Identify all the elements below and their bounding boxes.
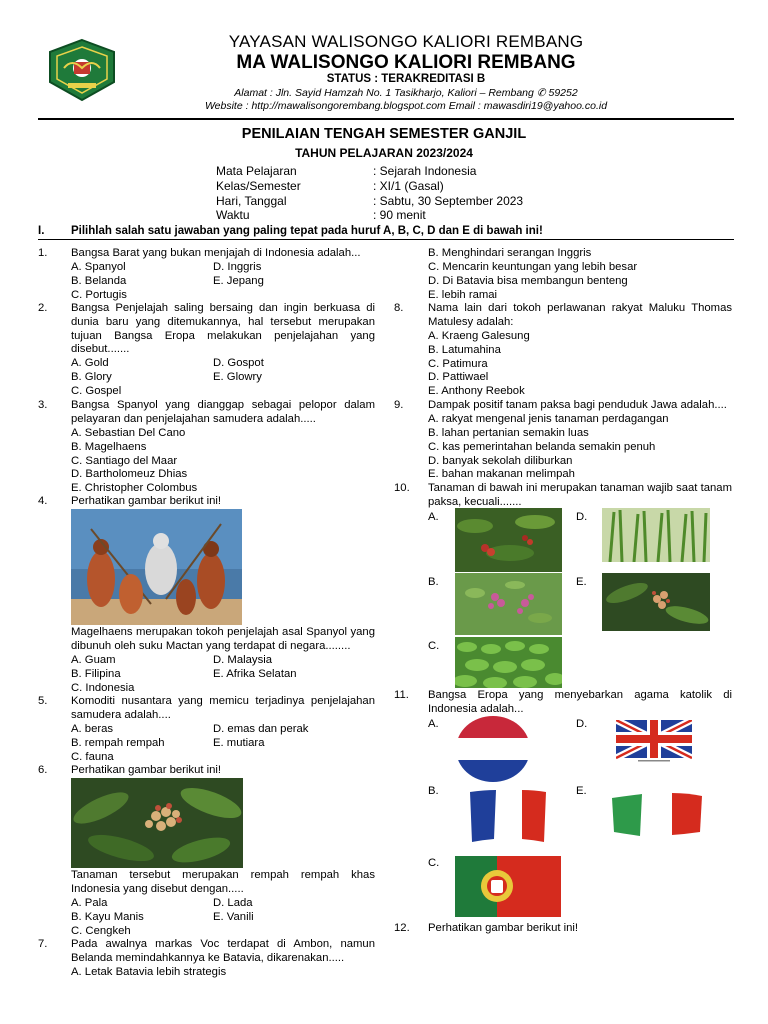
foundation-name: YAYASAN WALISONGO KALIORI REMBANG	[228, 32, 584, 51]
question-text: Perhatikan gambar berikut ini!	[71, 495, 222, 507]
option-a: A.	[428, 511, 439, 523]
info-label: Waktu	[216, 208, 250, 222]
option-a: A. beras	[71, 723, 114, 735]
option-c: C. fauna	[71, 751, 114, 763]
option-c: C. Patimura	[428, 358, 488, 370]
option-b: B. Kayu Manis	[71, 911, 144, 923]
info-label: Hari, Tanggal	[216, 194, 287, 208]
option-a: A. Sebastian Del Cano	[71, 427, 186, 439]
question-number: 6.	[38, 764, 48, 776]
option-e: E. Glowry	[213, 371, 262, 383]
option-c: C. Cengkeh	[71, 925, 131, 937]
option-b: B. Belanda	[71, 275, 127, 287]
option-e: E. Christopher Colombus	[71, 482, 198, 494]
tobacco-plant-image	[455, 637, 562, 688]
question-text: Nama lain dari tokoh perlawanan rakyat Maluku Thomas Matulesy adalah:	[428, 302, 732, 328]
option-d: D. Bartholomeuz Dhias	[71, 468, 188, 480]
option-d: D. Inggris	[213, 261, 262, 273]
option-d: D. Lada	[213, 897, 253, 909]
option-e: E. mutiara	[213, 737, 265, 749]
option-d: D.	[576, 718, 588, 730]
accreditation-status: STATUS : TERAKREDITASI B	[326, 73, 486, 85]
exam-title: PENILAIAN TENGAH SEMESTER GANJIL	[241, 126, 527, 142]
school-name: MA WALISONGO KALIORI REMBANG	[236, 52, 576, 73]
question-text: Perhatikan gambar berikut ini!	[428, 922, 579, 934]
option-a: A. Kraeng Galesung	[428, 330, 530, 342]
question-text: Komoditi nusantara yang memicu terjadinya penjelajahan samudera adalah....	[71, 695, 375, 721]
header-divider	[38, 118, 734, 120]
info-label: Kelas/Semester	[216, 179, 301, 193]
option-b: B. Latumahina	[428, 344, 501, 356]
option-e: E. Afrika Selatan	[213, 668, 297, 680]
question-number: 1.	[38, 247, 48, 259]
option-a: A. rakyat mengenal jenis tanaman perdagangan	[428, 413, 669, 425]
option-e: E. Vanili	[213, 911, 254, 923]
question-text-continued: Magelhaens merupakan tokoh penjelajah asal Spanyol yang dibunuh oleh suku Mactan yang terdapat di negara........	[71, 626, 375, 652]
battle-illustration-image	[71, 509, 242, 625]
option-b: B. Menghindari serangan Inggris	[428, 247, 592, 259]
option-a: A. Gold	[71, 357, 109, 369]
question-number: 4.	[38, 495, 48, 507]
option-b: B. Filipina	[71, 668, 121, 680]
option-c: C. Santiago del Maar	[71, 455, 178, 467]
school-contact: Website : http://mawalisongorembang.blogspot.com Email : mawasdiri19@yahoo.co.id	[204, 100, 608, 112]
option-d: D. Di Batavia bisa membangun benteng	[428, 275, 628, 287]
option-c: C. Gospel	[71, 385, 122, 397]
option-c: C.	[428, 640, 440, 652]
question-text: Perhatikan gambar berikut ini!	[71, 764, 222, 776]
uk-flag-image	[616, 720, 692, 764]
option-c: C. Portugis	[71, 289, 127, 301]
option-e: E. lebih ramai	[428, 289, 498, 301]
coffee-plant-image	[455, 508, 562, 572]
question-number: 7.	[38, 938, 48, 950]
info-label: Mata Pelajaran	[216, 164, 297, 178]
option-d: D. Malaysia	[213, 654, 273, 666]
school-address: Alamat : Jln. Sayid Hamzah No. 1 Tasikharjo, Kaliori – Rembang ✆ 59252	[234, 87, 578, 99]
option-a: A. Letak Batavia lebih strategis	[71, 966, 227, 978]
instruction-number: I.	[38, 225, 45, 237]
indigo-plant-image	[455, 573, 562, 635]
option-e: E. Jepang	[213, 275, 264, 287]
info-value: : Sabtu, 30 September 2023	[373, 194, 524, 208]
question-number: 10.	[394, 482, 410, 494]
option-c: C.	[428, 857, 440, 869]
question-text: Bangsa Penjelajah saling bersaing dan ingin berkuasa di dunia baru yang ditemukannya, hal tersebut merupakan tujuan Bangsa Eropa melakukan penjelajahan yang disebut.......	[71, 302, 375, 356]
clove-plant-image	[71, 778, 243, 868]
option-a: A. Pala	[71, 897, 108, 909]
option-b: B.	[428, 785, 439, 797]
info-value: : 90 menit	[373, 208, 426, 222]
question-number: 8.	[394, 302, 404, 314]
info-value: : Sejarah Indonesia	[373, 164, 477, 178]
option-e: E.	[576, 785, 587, 797]
question-text: Bangsa Eropa yang menyebarkan agama katolik di Indonesia adalah...	[428, 689, 732, 715]
clove-plant-image-2	[602, 573, 710, 631]
option-b: B.	[428, 576, 439, 588]
option-d: D. Gospot	[213, 357, 264, 369]
question-text: Pada awalnya markas Voc terdapat di Ambon, namun Belanda memindahkannya ke Batavia, dikarenakan.....	[71, 938, 375, 964]
option-a: A.	[428, 718, 439, 730]
question-number: 11.	[394, 689, 409, 701]
question-number: 9.	[394, 399, 404, 411]
question-text-continued: Tanaman tersebut merupakan rempah rempah khas Indonesia yang disebut dengan.....	[71, 869, 375, 895]
question-number: 12.	[394, 922, 410, 934]
italy-flag-image	[608, 788, 706, 840]
option-a: A. Guam	[71, 654, 116, 666]
option-e: E. bahan makanan melimpah	[428, 468, 575, 480]
instruction-text: Pilihlah salah satu jawaban yang paling tepat pada huruf A, B, C, D dan E di bawah ini!	[71, 225, 543, 237]
option-c: C. kas pemerintahan belanda semakin penuh	[428, 441, 656, 453]
option-e: E.	[576, 576, 587, 588]
question-text: Bangsa Spanyol yang dianggap sebagai pelopor dalam pelayaran dan penjelajahan samudera adalah.....	[71, 399, 375, 425]
netherlands-flag-image	[456, 716, 530, 782]
instruction-divider	[38, 239, 734, 240]
france-flag-image	[466, 786, 550, 846]
option-b: B. rempah rempah	[71, 737, 165, 749]
question-text: Tanaman di bawah ini merupakan tanaman wajib saat tanam paksa, kecuali.......	[428, 482, 732, 508]
option-d: D. emas dan perak	[213, 723, 309, 735]
option-b: B. lahan pertanian semakin luas	[428, 427, 589, 439]
option-b: B. Glory	[71, 371, 112, 383]
question-text: Dampak positif tanam paksa bagi penduduk Jawa adalah....	[428, 399, 727, 411]
option-c: C. Mencarin keuntungan yang lebih besar	[428, 261, 638, 273]
info-value: : XI/1 (Gasal)	[373, 179, 444, 193]
option-b: B. Magelhaens	[71, 441, 147, 453]
portugal-flag-image	[455, 856, 561, 917]
question-number: 2.	[38, 302, 48, 314]
sugarcane-plant-image	[602, 508, 710, 562]
question-text: Bangsa Barat yang bukan menjajah di Indonesia adalah...	[71, 247, 361, 259]
option-c: C. Indonesia	[71, 682, 135, 694]
option-a: A. Spanyol	[71, 261, 126, 273]
question-number: 3.	[38, 399, 48, 411]
option-d: D. Pattiwael	[428, 371, 489, 383]
option-e: E. Anthony Reebok	[428, 385, 525, 397]
exam-year: TAHUN PELAJARAN 2023/2024	[295, 146, 473, 160]
question-number: 5.	[38, 695, 48, 707]
option-d: D.	[576, 511, 588, 523]
option-d: D. banyak sekolah diliburkan	[428, 455, 573, 467]
